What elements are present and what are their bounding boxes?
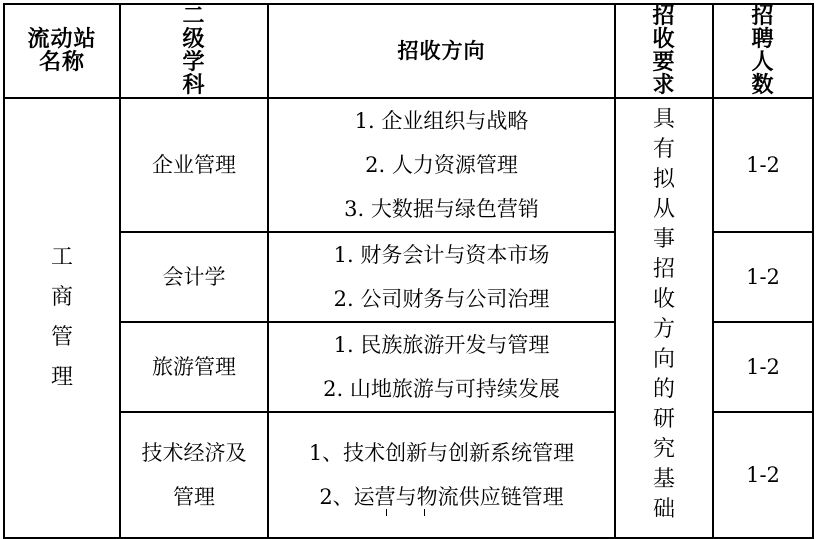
discipline-cell: 会计学 [120,232,268,322]
direction-cell [268,232,615,322]
header-requirement: 招收要求 [615,4,713,98]
direction-item: 1、技术创新与创新系统管理 [308,441,575,465]
direction-item: 2、运营与物流供应链管理 [319,485,564,509]
direction-item: 2. 山地旅游与可持续发展 [323,377,560,401]
table-row [4,98,813,232]
count-cell: 1-2 [713,98,813,232]
direction-cell [268,98,615,232]
discipline-cell: 技术经济及管理 [120,412,268,538]
header-count: 招聘人数 [713,4,813,98]
count-cell: 1-2 [713,232,813,322]
page-edge-mark [386,509,387,516]
header-station: 流动站名称 [4,4,120,98]
discipline-cell: 企业管理 [120,98,268,232]
count-cell: 1-2 [713,322,813,412]
header-discipline: 二级学科 [120,4,268,98]
page-edge-mark [424,509,425,516]
direction-item: 2. 人力资源管理 [365,153,518,177]
direction-item: 3. 大数据与绿色营销 [344,197,539,221]
direction-item: 1. 财务会计与资本市场 [333,243,550,267]
discipline-cell: 旅游管理 [120,322,268,412]
direction-item: 1. 民族旅游开发与管理 [333,333,550,357]
station-name-cell: 工商管理 [4,98,120,538]
requirement-cell: 具有拟从事招收方向的研究基础 [615,98,713,538]
header-row [4,4,813,98]
direction-cell [268,412,615,538]
header-direction: 招收方向 [268,4,615,98]
direction-item: 2. 公司财务与公司治理 [333,287,550,311]
count-cell: 1-2 [713,412,813,538]
direction-item: 1. 企业组织与战略 [354,109,529,133]
recruitment-table [3,3,814,539]
direction-cell [268,322,615,412]
